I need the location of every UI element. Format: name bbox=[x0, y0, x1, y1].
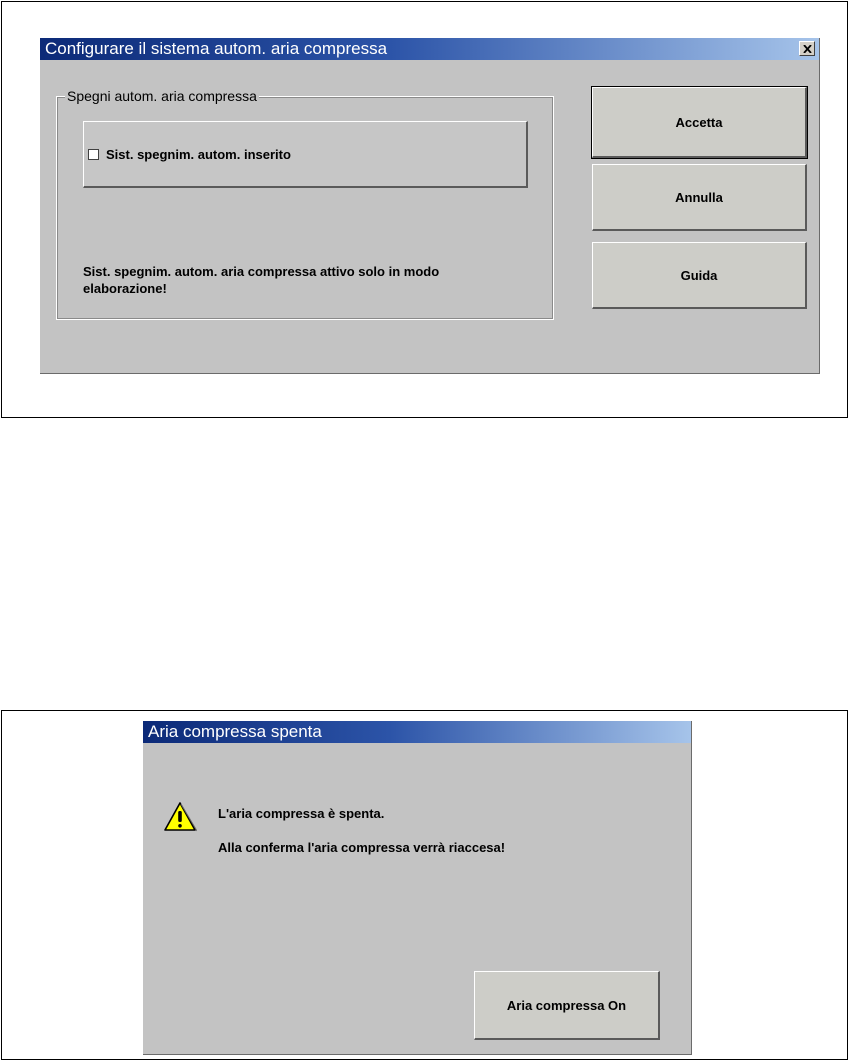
screenshot-frame-2 bbox=[1, 710, 848, 1060]
cancel-button[interactable]: Annulla bbox=[592, 164, 807, 231]
config-dialog bbox=[40, 38, 820, 374]
config-dialog-titlebar bbox=[40, 38, 819, 60]
checkbox-panel bbox=[83, 121, 528, 188]
message-line-2: Alla conferma l'aria compressa verrà riaccesa! bbox=[218, 840, 506, 855]
message-line-1: L'aria compressa è spenta. bbox=[218, 806, 385, 821]
air-off-dialog-titlebar bbox=[143, 721, 691, 743]
air-off-dialog bbox=[143, 721, 692, 1055]
close-icon bbox=[803, 45, 812, 53]
screenshot-frame-1 bbox=[1, 1, 848, 418]
auto-shutoff-checkbox-label[interactable]: Sist. spegnim. autom. inserito bbox=[106, 147, 291, 162]
accept-button[interactable]: Accetta bbox=[592, 87, 807, 158]
auto-shutoff-checkbox[interactable] bbox=[88, 149, 99, 160]
air-on-button[interactable]: Aria compressa On bbox=[474, 971, 660, 1040]
close-button[interactable] bbox=[799, 41, 815, 56]
air-off-dialog-title: Aria compressa spenta bbox=[148, 722, 322, 741]
auto-shutoff-groupbox bbox=[56, 88, 554, 320]
auto-shutoff-group-label: Spegni autom. aria compressa bbox=[67, 88, 257, 104]
warning-icon bbox=[163, 801, 197, 833]
config-dialog-title: Configurare il sistema autom. aria compressa bbox=[45, 39, 388, 58]
help-button[interactable]: Guida bbox=[592, 242, 807, 309]
info-text: Sist. spegnim. autom. aria compressa attivo solo in modo elaborazione! bbox=[83, 264, 440, 296]
